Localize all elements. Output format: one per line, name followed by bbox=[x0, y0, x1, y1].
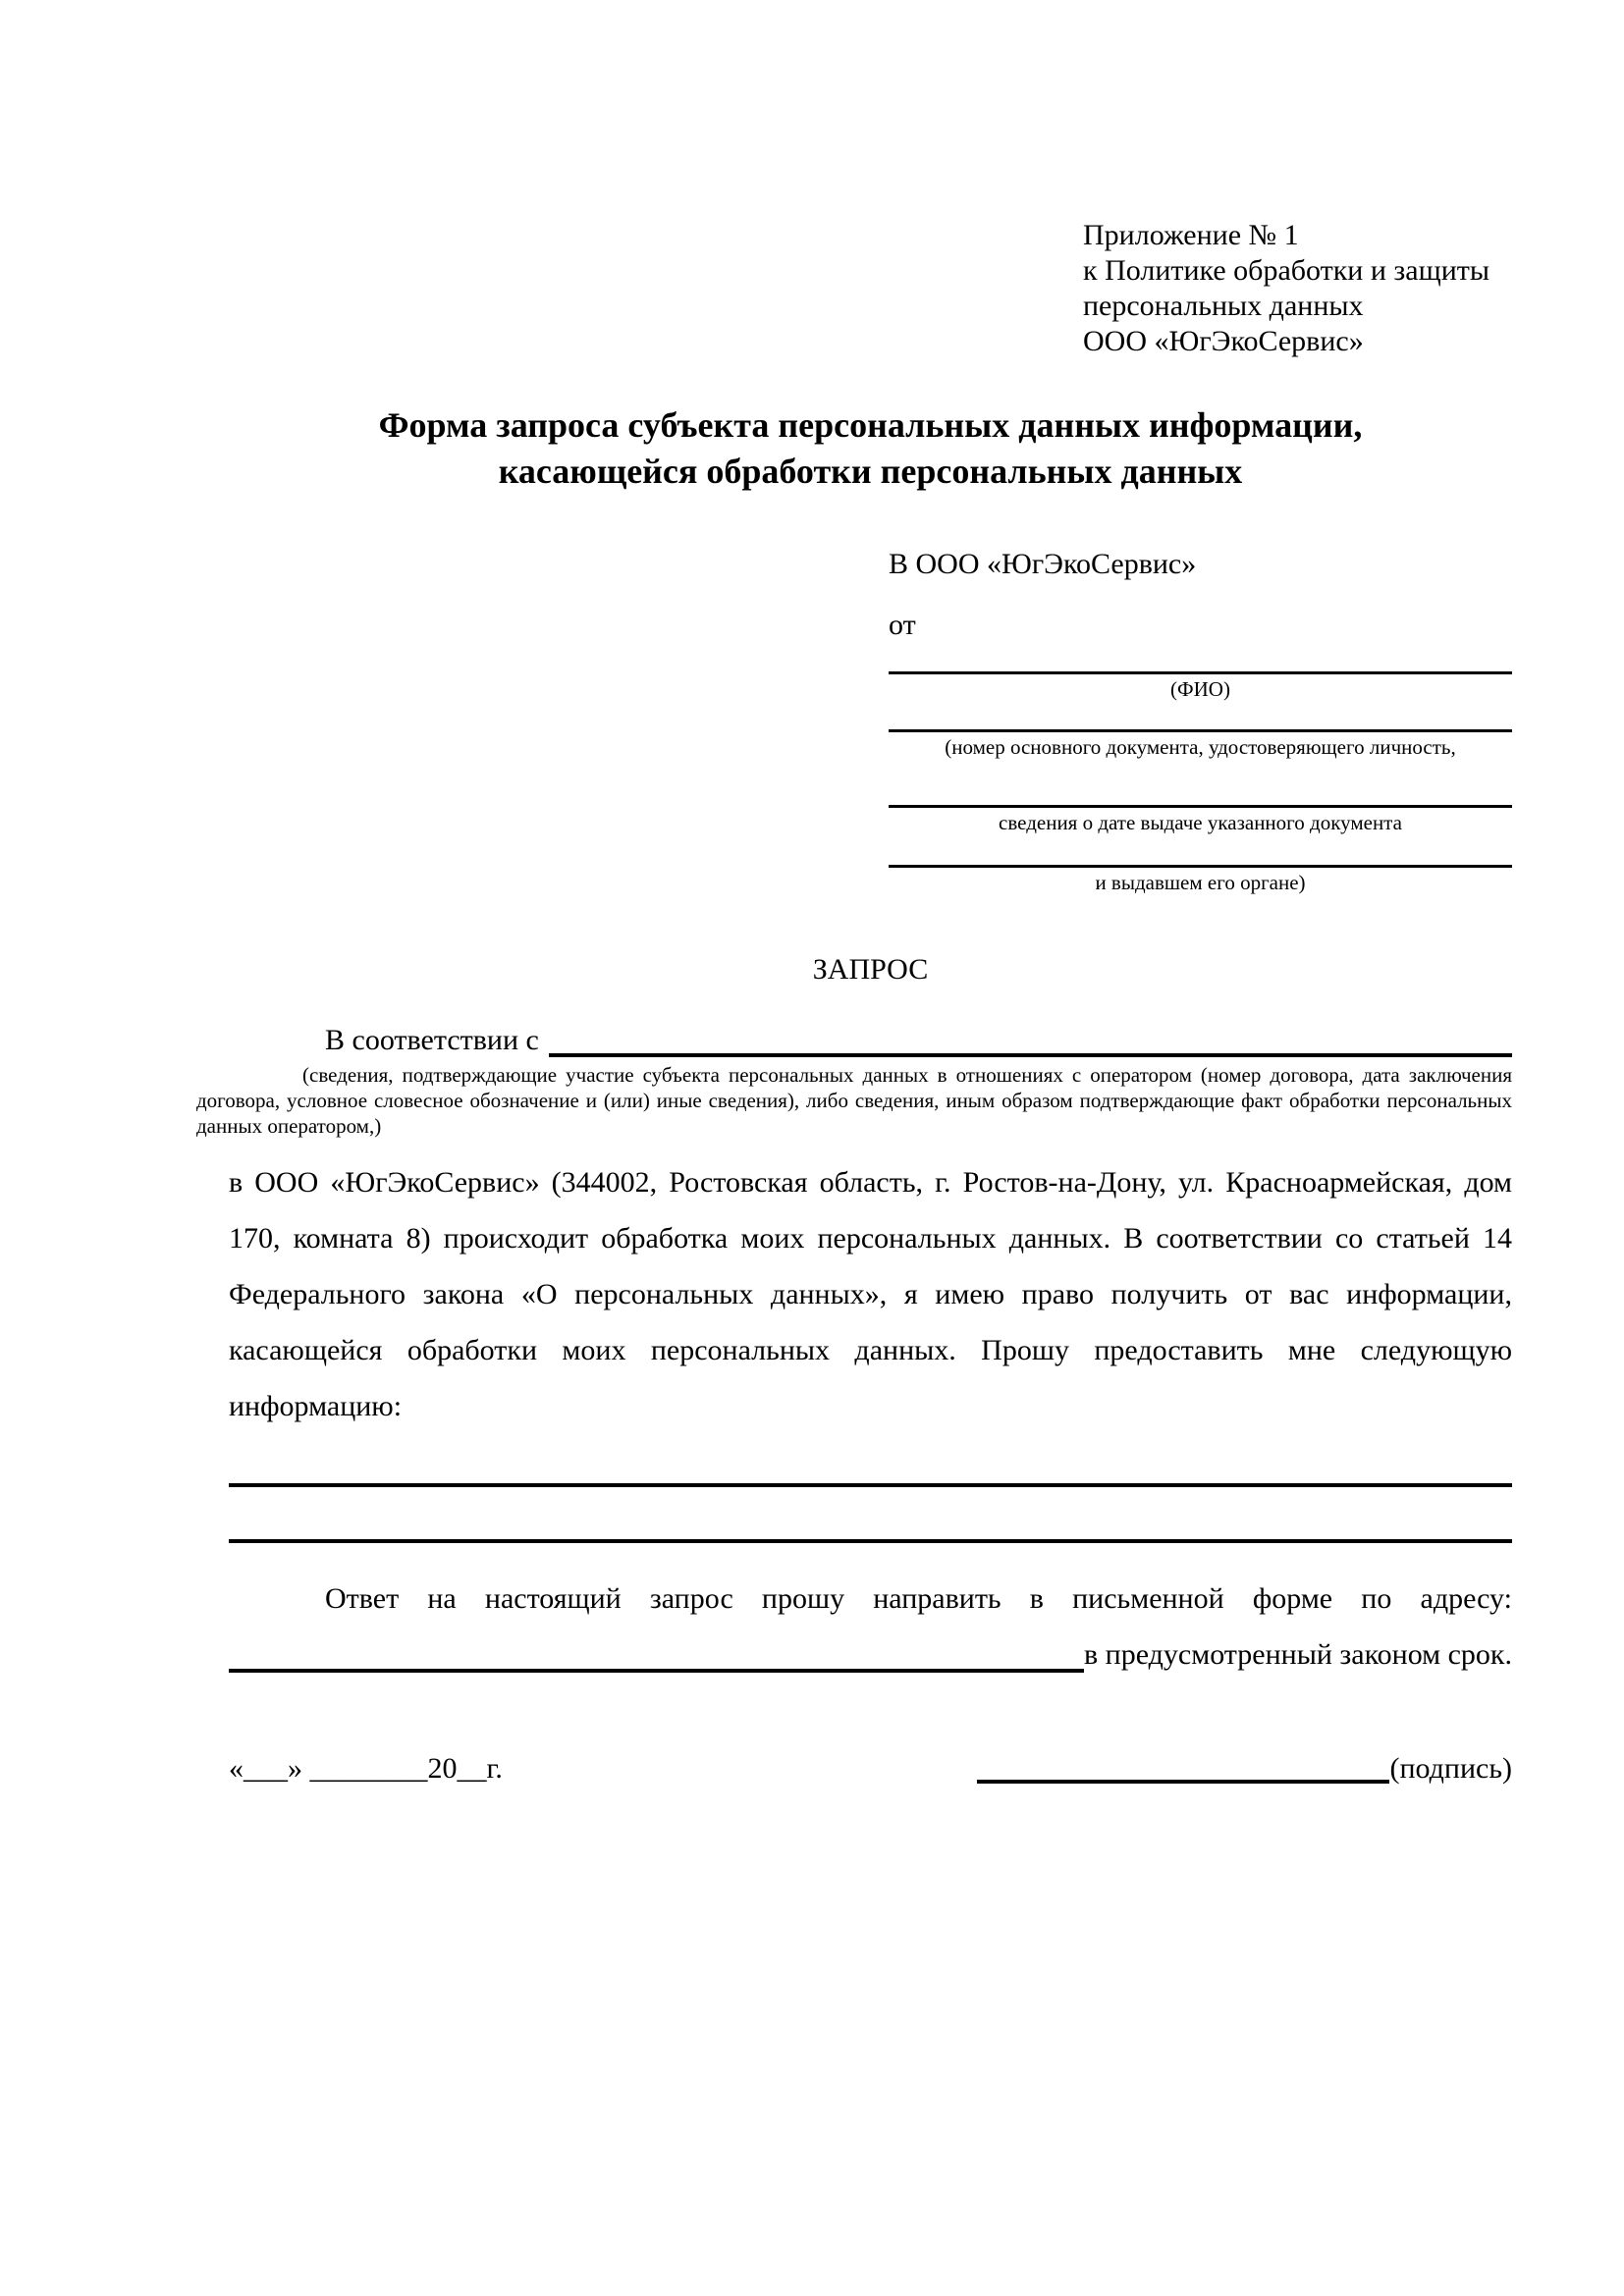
signature-fill-line bbox=[977, 1747, 1389, 1784]
date-blank: «___» ________20__г. bbox=[229, 1752, 503, 1785]
body-paragraph: в ООО «ЮгЭкоСервис» (344002, Ростовская область, г. Ростов-на-Дону, ул. Красноармейская, дом 170, комната 8) происходит обработка моих персональных данных. В соответствии со статьей 14 Федерального закона «О персональных данных», я имею право получить от вас информации, касающейся обработки моих персональных данных. Прошу предоставить мне следующую информацию: bbox=[229, 1166, 1512, 1422]
issuing-authority-fill-line bbox=[889, 865, 1512, 868]
appendix-line: к Политике обработки и защиты bbox=[1083, 254, 1490, 287]
page-title-line1: Форма запроса субъекта персональных данных информации, bbox=[378, 405, 1363, 445]
fio-caption: (ФИО) bbox=[1170, 677, 1230, 701]
signature-caption: (подпись) bbox=[1389, 1752, 1512, 1785]
fio-fill-line bbox=[889, 671, 1512, 674]
appendix-line: персональных данных bbox=[1083, 290, 1364, 322]
page-title bbox=[229, 402, 1512, 495]
reply-suffix: в предусмотренный законом срок. bbox=[1084, 1638, 1512, 1671]
issuing-authority-caption: и выдавшем его органе) bbox=[1095, 871, 1306, 894]
page-content bbox=[0, 218, 1624, 1790]
appendix-line: Приложение № 1 bbox=[1083, 219, 1299, 251]
appendix-line: ООО «ЮгЭкоСервис» bbox=[1083, 325, 1364, 357]
footer-row bbox=[229, 1747, 1512, 1790]
request-heading: ЗАПРОС bbox=[812, 953, 929, 986]
addressee-block bbox=[889, 546, 1512, 895]
addressee-to: В ООО «ЮгЭкоСервис» bbox=[889, 548, 1197, 580]
address-fill-line bbox=[229, 1627, 1084, 1673]
signature-group bbox=[977, 1747, 1512, 1790]
intro-row bbox=[229, 1019, 1512, 1062]
reply-paragraph: Ответ на настоящий запрос прошу направить в письменной форме по адресу: bbox=[325, 1582, 1512, 1615]
basis-fill-line bbox=[549, 1019, 1512, 1057]
document-number-caption: (номер основного документа, удостоверяющего личность, bbox=[945, 735, 1456, 759]
intro-caption: (сведения, подтверждающие участие субъекта персональных данных в отношениях с оператором (номер договора, дата заключения договора, условное словесное обозначение и (или) иные сведения), либо сведения, иным образом подтверждающие факт обработки персональных данных оператором,) bbox=[196, 1063, 1512, 1138]
information-fill-line-2 bbox=[229, 1539, 1512, 1543]
appendix-block bbox=[1083, 218, 1512, 359]
address-row bbox=[229, 1627, 1512, 1682]
page-title-line2: касающейся обработки персональных данных bbox=[498, 452, 1243, 491]
issue-date-fill-line bbox=[889, 805, 1512, 808]
document-number-fill-line bbox=[889, 729, 1512, 732]
issue-date-caption: сведения о дате выдаче указанного документа bbox=[999, 811, 1402, 834]
intro-prefix: В соответствии с bbox=[325, 1024, 539, 1056]
addressee-from-label: от bbox=[889, 609, 916, 641]
information-fill-line-1 bbox=[229, 1483, 1512, 1487]
